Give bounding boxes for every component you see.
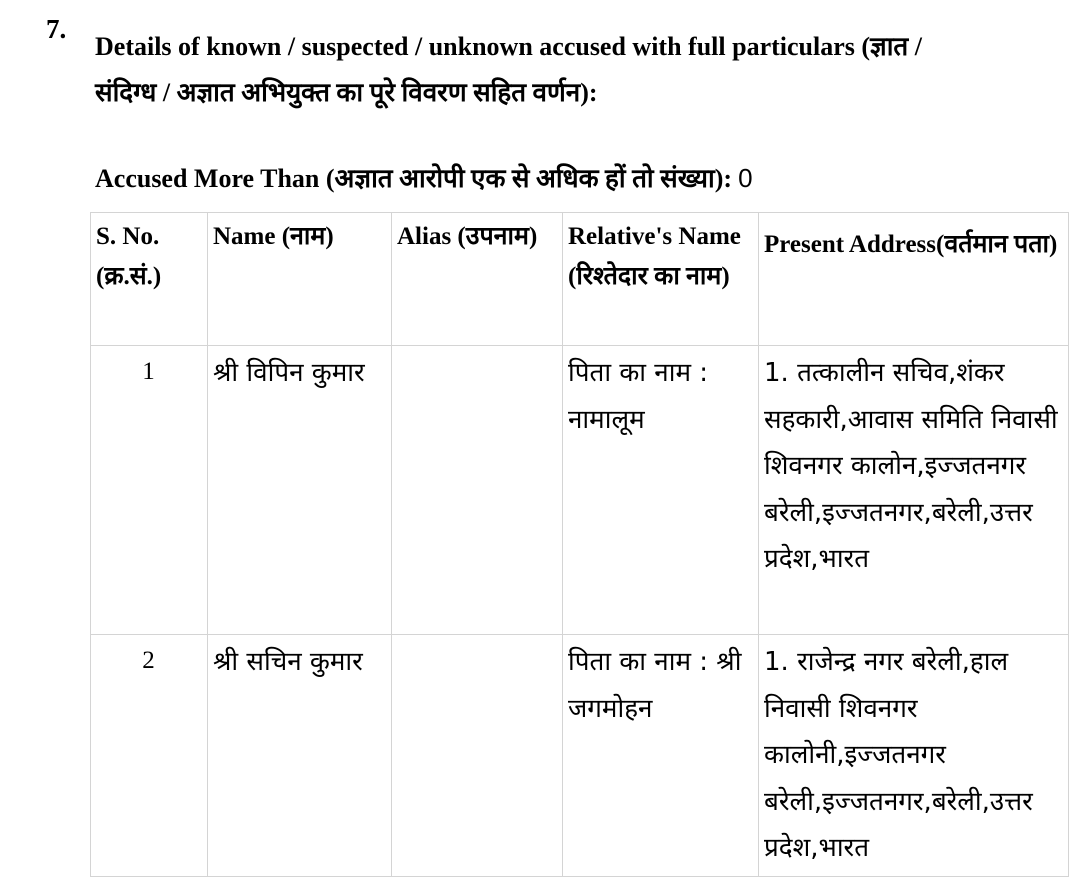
- cell-name: श्री विपिन कुमार: [208, 346, 392, 635]
- cell-present-address: 1. राजेन्द्र नगर बरेली,हाल निवासी शिवनगर कालोनी,इज्जतनगर बरेली,इज्जतनगर,बरेली,उत्तर प्रदेश,भारत: [759, 635, 1069, 877]
- accused-count-line: [95, 158, 753, 199]
- header-alias: Alias (उपनाम): [392, 213, 563, 346]
- accused-table: [90, 212, 1069, 877]
- cell-serial-number: 1: [91, 346, 208, 635]
- cell-alias: [392, 346, 563, 635]
- cell-alias: [392, 635, 563, 877]
- header-present-address: Present Address(वर्तमान पता): [759, 213, 1069, 346]
- header-relative-name: Relative's Name (रिश्तेदार का नाम): [563, 213, 759, 346]
- table-row: [91, 346, 1069, 635]
- cell-relative-name: पिता का नाम : नामालूम: [563, 346, 759, 635]
- cell-serial-number: 2: [91, 635, 208, 877]
- header-name: Name (नाम): [208, 213, 392, 346]
- section-heading-line-1: Details of known / suspected / unknown accused with full particulars (ज्ञात /: [95, 32, 922, 61]
- accused-count-value: 0: [738, 163, 753, 193]
- table-row: [91, 635, 1069, 877]
- table-header-row: [91, 213, 1069, 346]
- cell-present-address: 1. तत्कालीन सचिव,शंकर सहकारी,आवास समिति निवासी शिवनगर कालोन,इज्जतनगर बरेली,इज्जतनगर,बरेली,उत्तर प्रदेश,भारत: [759, 346, 1069, 635]
- header-serial-number: S. No. (क्र.सं.): [91, 213, 208, 346]
- section-number: 7.: [46, 14, 67, 44]
- section-heading: [95, 24, 1035, 116]
- cell-relative-name: पिता का नाम : श्री जगमोहन: [563, 635, 759, 877]
- cell-name: श्री सचिन कुमार: [208, 635, 392, 877]
- accused-count-label: Accused More Than (अज्ञात आरोपी एक से अधिक हों तो संख्या):: [95, 164, 733, 193]
- section-heading-line-2: संदिग्ध / अज्ञात अभियुक्त का पूरे विवरण सहित वर्णन):: [95, 78, 598, 107]
